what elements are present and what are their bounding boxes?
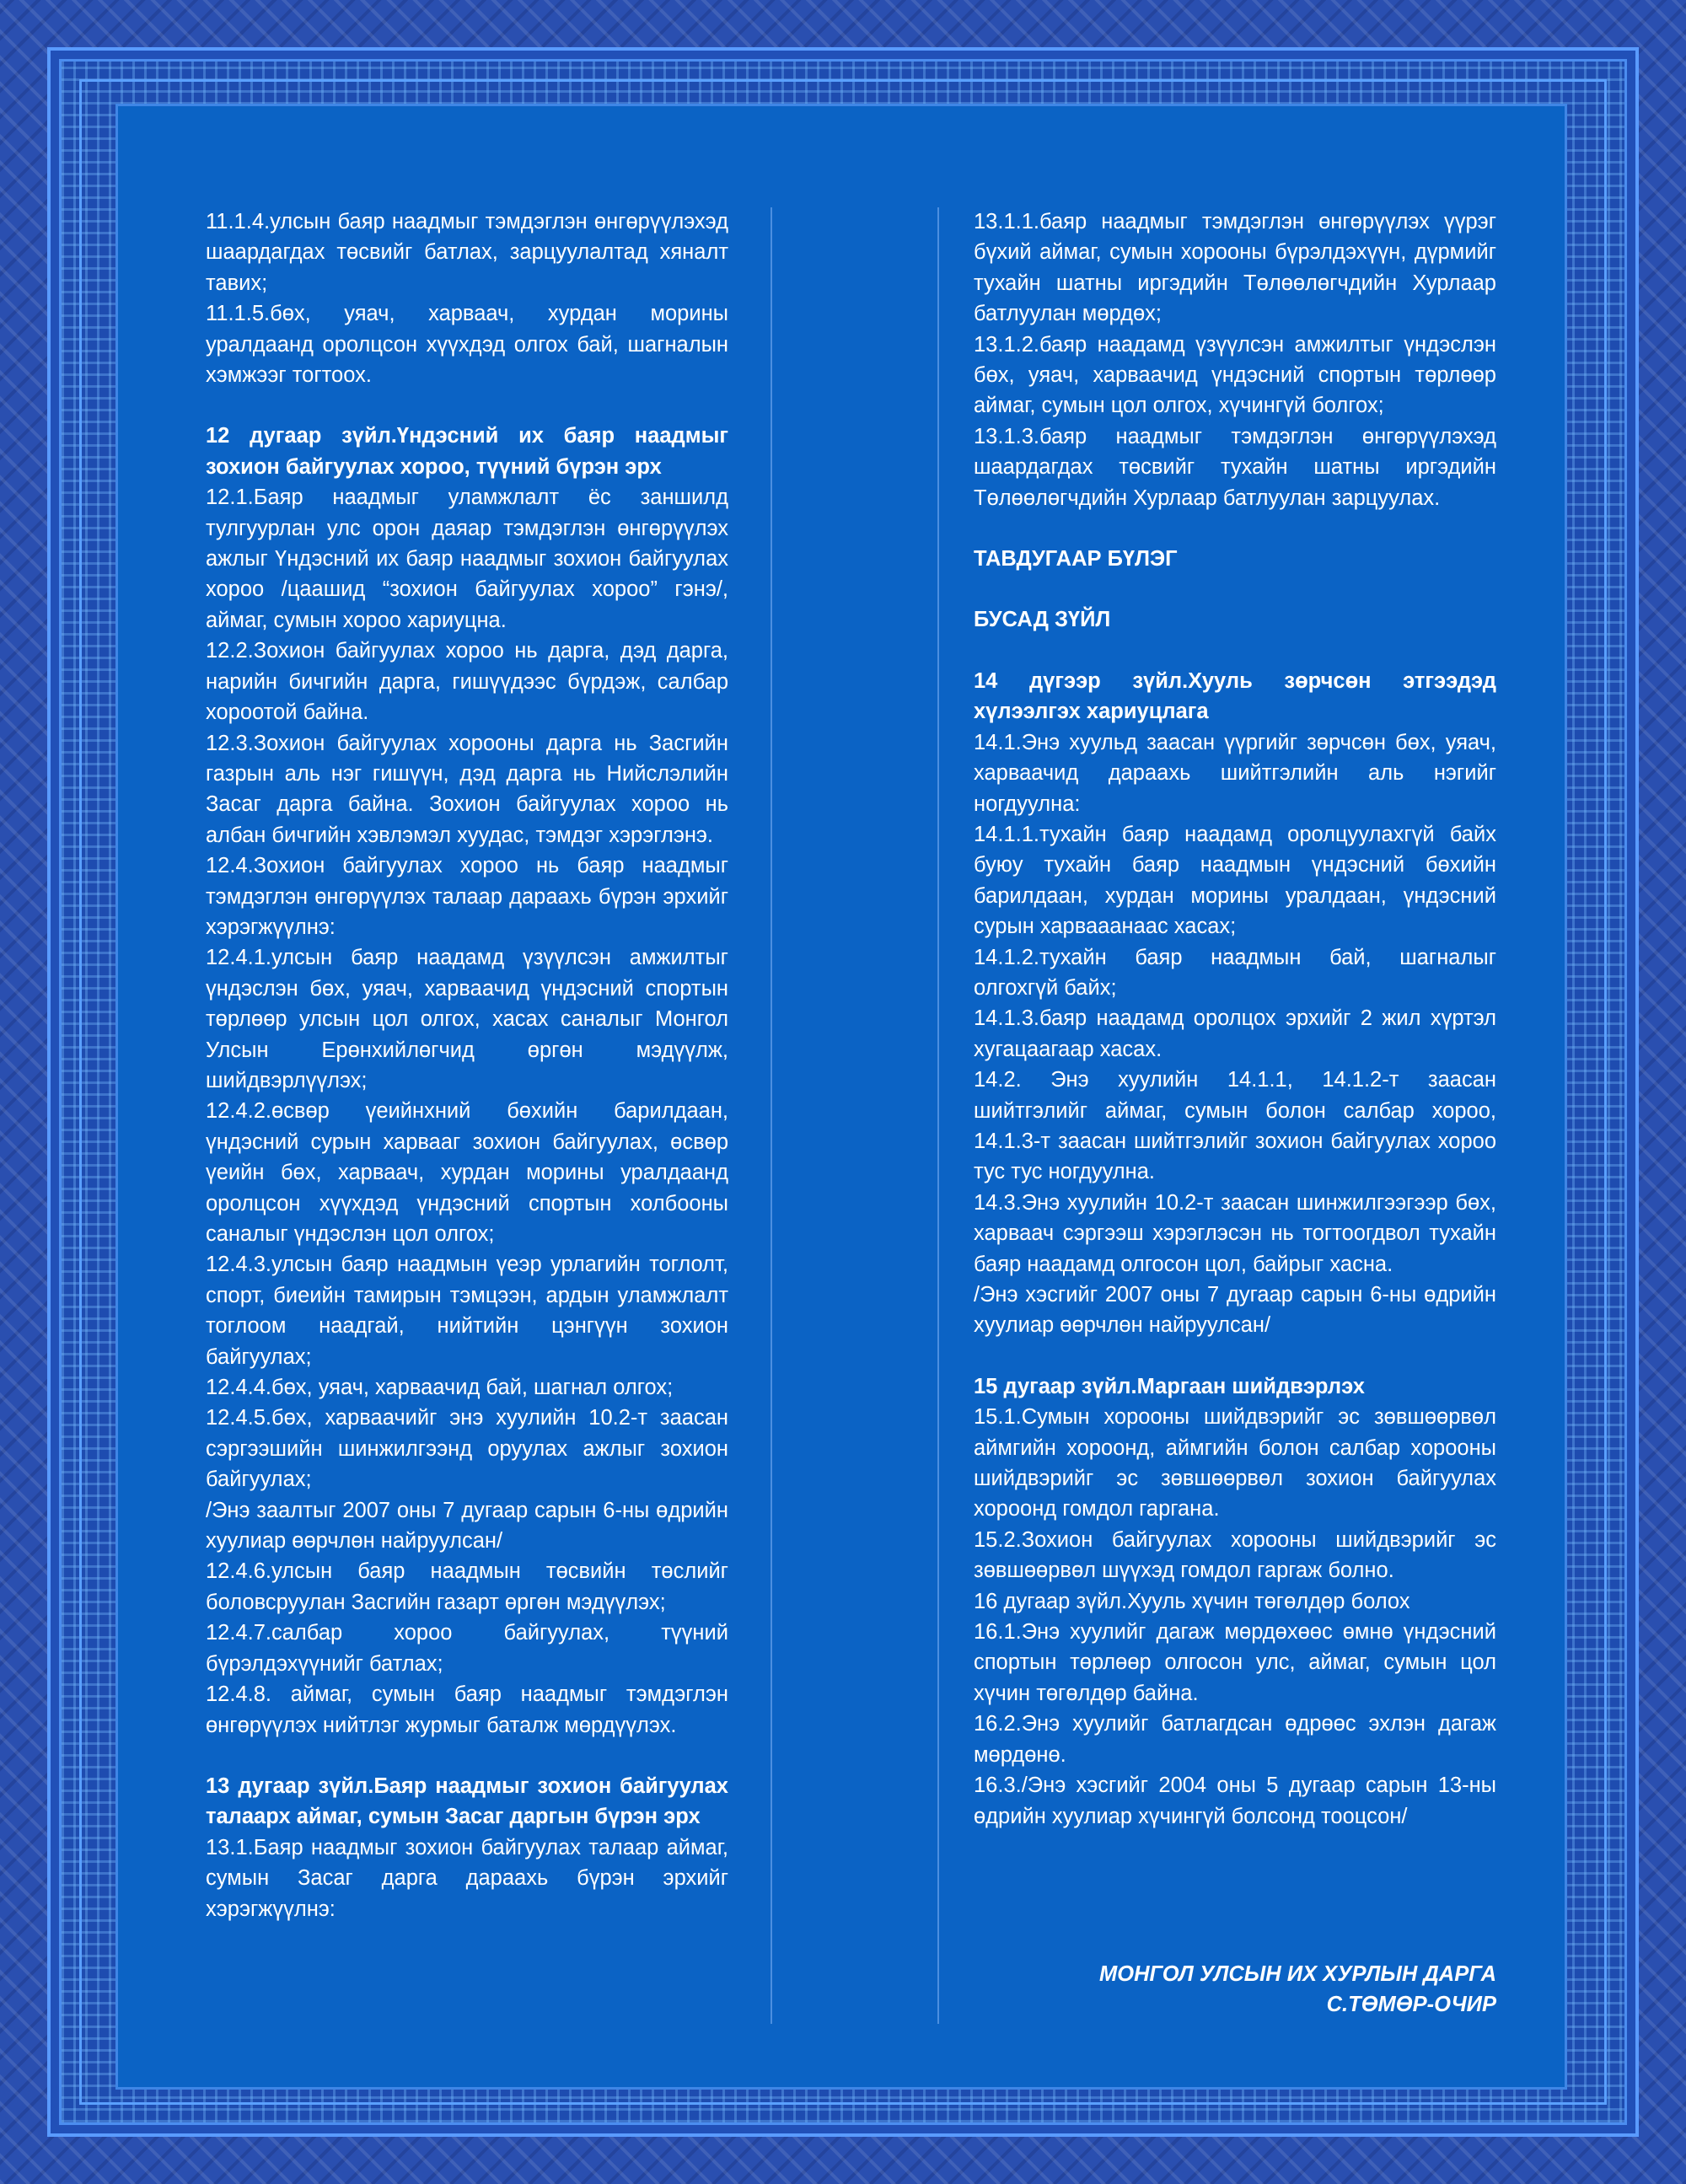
paragraph: 12.4.8. аймаг, сумын баяр наадмыг тэмдэглэн өнгөрүүлэх нийтлэг журмыг баталж мөрдүүлэх. xyxy=(206,1682,728,1737)
section-heading: 13 дугаар зүйл.Баяр наадмыг зохион байгуулах талаарх аймаг, сумын Засаг даргын бүрэн эрх xyxy=(206,1773,728,1829)
paragraph: 12.3.Зохион байгуулах хорооны дарга нь Засгийн газрын аль нэг гишүүн, дэд дарга нь Нийслэлийн Засаг дарга байна. Зохион байгуулах хороо нь албан бичгийн хэвлэмэл хуудас, тэмдэг хэрэглэнэ. xyxy=(206,731,728,847)
paragraph: /Энэ хэсгийг 2007 оны 7 дугаар сарын 6-ны өдрийн хуулиар өөрчлөн найруулсан/ xyxy=(974,1283,1496,1338)
paragraph: 15.2.Зохион байгуулах хорооны шийдвэрийг эс зөвшөөрвөл шүүхэд гомдол гаргаж болно. xyxy=(974,1527,1496,1583)
paragraph: 16.2.Энэ хуулийг батлагдсан өдрөөс эхлэн дагаж мөрдөнө. xyxy=(974,1712,1496,1767)
paragraph: 12.4.2.өсвөр үеийнхний бөхийн барилдаан, үндэсний сурын харвааг зохион байгуулах, өсвөр үеийн бөх, харваач, хурдан морины уралдаанд оролцсон хүүхдэд үндэсний спортын холбооны саналыг үндэслэн цол олгох; xyxy=(206,1099,728,1246)
section-heading: БУСАД ЗҮЙЛ xyxy=(974,608,1111,632)
paragraph: 16.1.Энэ хуулийг дагаж мөрдөхөөс өмнө үндэсний спортын төрлөөр олгосон улс, аймаг, сумын цол хүчин төгөлдөр байна. xyxy=(974,1620,1496,1705)
document-panel xyxy=(118,106,1565,2087)
paragraph: 14.1.3.баяр наадамд оролцох эрхийг 2 жил хүртэл хугацаагаар хасах. xyxy=(974,1006,1496,1061)
left-text-column xyxy=(206,207,728,1924)
paragraph: 11.1.4.улсын баяр наадмыг тэмдэглэн өнгөрүүлэхэд шаардагдах төсвийг батлах, зарцуулалтад хяналт тавих; xyxy=(206,210,728,295)
paragraph: 12.4.1.улсын баяр наадамд үзүүлсэн амжилтыг үндэслэн бөх, уяач, харваачид үндэсний спортын төрлөөр улсын цол олгох, хасах саналыг Монгол Улсын Ерөнхийлөгчид өргөн мэдүүлж, шийдвэрлүүлэх; xyxy=(206,946,728,1092)
paragraph: 16.3./Энэ хэсгийг 2004 оны 5 дугаар сарын 13-ны өдрийн хуулиар хүчингүй болсонд тооцсон/ xyxy=(974,1773,1496,1828)
paragraph: 12.4.4.бөх, уяач, харваачид бай, шагнал олгох; xyxy=(206,1376,674,1400)
paragraph: 12.4.Зохион байгуулах хороо нь баяр наадмыг тэмдэглэн өнгөрүүлэх талаар дараахь бүрэн эрхийг хэрэгжүүлнэ: xyxy=(206,854,728,939)
paragraph: 12.4.6.улсын баяр наадмын төсвийн төслийг боловсруулан Засгийн газарт өргөн мэдүүлэх; xyxy=(206,1559,728,1614)
column-divider-left xyxy=(771,207,772,2024)
section-heading: 12 дугаар зүйл.Үндэсний их баяр наадмыг зохион байгуулах хороо, түүний бүрэн эрх xyxy=(206,424,728,479)
paragraph: 14.1.1.тухайн баяр наадамд оролцуулахгүй байх буюу тухайн баяр наадмын үндэсний бөхийн барилдаан, хурдан морины уралдаан, үндэсний сурын харвааанаас хасах; xyxy=(974,822,1496,939)
paragraph: 13.1.Баяр наадмыг зохион байгуулах талаар аймаг, сумын Засаг дарга дараахь бүрэн эрхийг хэрэгжүүлнэ: xyxy=(206,1835,728,1921)
right-text-column xyxy=(974,207,1496,1832)
section-heading: 14 дүгээр зүйл.Хууль зөрчсөн этгээдэд хүлээлгэх хариуцлага xyxy=(974,668,1496,724)
paragraph: 12.4.5.бөх, харваачийг энэ хуулийн 10.2-т заасан сэргээшийн шинжилгээнд оруулах ажлыг зохион байгуулах; xyxy=(206,1406,728,1492)
paragraph: /Энэ заалтыг 2007 оны 7 дугаар сарын 6-ны өдрийн хуулиар өөрчлөн найруулсан/ xyxy=(206,1498,728,1553)
paragraph: 12.4.3.улсын баяр наадмын үеэр урлагийн тоглолт, спорт, биеийн тамирын тэмцээн, ардын уламжлалт тоглоом наадгай, нийтийн цэнгүүн зохион байгуулах; xyxy=(206,1253,728,1369)
section-heading: 15 дугаар зүйл.Маргаан шийдвэрлэх xyxy=(974,1374,1365,1398)
paragraph: 13.1.1.баяр наадмыг тэмдэглэн өнгөрүүлэх үүрэг бүхий аймаг, сумын хорооны бүрэлдэхүүн, дүрмийг тухайн шатны иргэдийн Төлөөлөгчдийн Хурлаар батлуулан мөрдөх; xyxy=(974,210,1496,326)
paragraph: 14.1.2.тухайн баяр наадмын бай, шагналыг олгохгүй байх; xyxy=(974,945,1496,1000)
signature-name: С.ТӨМӨР-ОЧИР xyxy=(1326,1993,1496,2017)
paragraph: 14.1.Энэ хуульд заасан үүргийг зөрчсөн бөх, уяач, харваачид дараахь шийтгэлийн аль нэгийг ногдуулна: xyxy=(974,730,1496,816)
paragraph: 12.2.Зохион байгуулах хороо нь дарга, дэд дарга, нарийн бичгийн дарга, гишүүдээс бүрдэж, салбар хороотой байна. xyxy=(206,639,728,725)
paragraph: 16 дугаар зүйл.Хууль хүчин төгөлдөр болох xyxy=(974,1589,1410,1613)
column-divider-right xyxy=(937,207,939,2024)
signature-title: МОНГОЛ УЛСЫН ИХ ХУРЛЫН ДАРГА xyxy=(1099,1962,1496,1986)
paragraph: 13.1.3.баяр наадмыг тэмдэглэн өнгөрүүлэхэд шаардагдах төсвийг тухайн шатны иргэдийн Төлөөлөгчдийн Хурлаар батлуулан зарцуулах. xyxy=(974,424,1496,510)
section-heading: ТАВДУГААР БҮЛЭГ xyxy=(974,547,1178,571)
paragraph: 13.1.2.баяр наадамд үзүүлсэн амжилтыг үндэслэн бөх, уяач, харваачид үндэсний спортын төрлөөр аймаг, сумын цол олгох, хүчингүй болгох; xyxy=(974,332,1496,418)
paragraph: 11.1.5.бөх, уяач, харваач, хурдан морины уралдаанд оролцсон хүүхдэд олгох бай, шагналын хэмжээг тогтоох. xyxy=(206,302,728,388)
paragraph: 14.2. Энэ хуулийн 14.1.1, 14.1.2-т заасан шийтгэлийг аймаг, сумын болон салбар хороо, 14.1.3-т заасан шийтгэлийг зохион байгуулах хороо тус тус ногдуулна. xyxy=(974,1068,1496,1184)
paragraph: 15.1.Сумын хорооны шийдвэрийг эс зөвшөөрвөл аймгийн хороонд, аймгийн болон салбар хорооны шийдвэрийг эс зөвшөөрвөл зохион байгуулах хороонд гомдол гаргана. xyxy=(974,1405,1496,1521)
signature-block xyxy=(974,1959,1496,2020)
paragraph: 12.4.7.салбар хороо байгуулах, түүний бүрэлдэхүүнийг батлах; xyxy=(206,1621,728,1676)
paragraph: 12.1.Баяр наадмыг уламжлалт ёс заншилд тулгуурлан улс орон даяар тэмдэглэн өнгөрүүлэх ажлыг Үндэсний их баяр наадмыг зохион байгуулах хороо /цаашид “зохион байгуулах хороо” гэнэ/, аймаг, сумын хороо хариуцна. xyxy=(206,486,728,632)
paragraph: 14.3.Энэ хуулийн 10.2-т заасан шинжилгээгээр бөх, харваач сэргээш хэрэглэсэн нь тогтоогдвол тухайн баяр наадамд олгосон цол, байрыг хасна. xyxy=(974,1190,1496,1276)
